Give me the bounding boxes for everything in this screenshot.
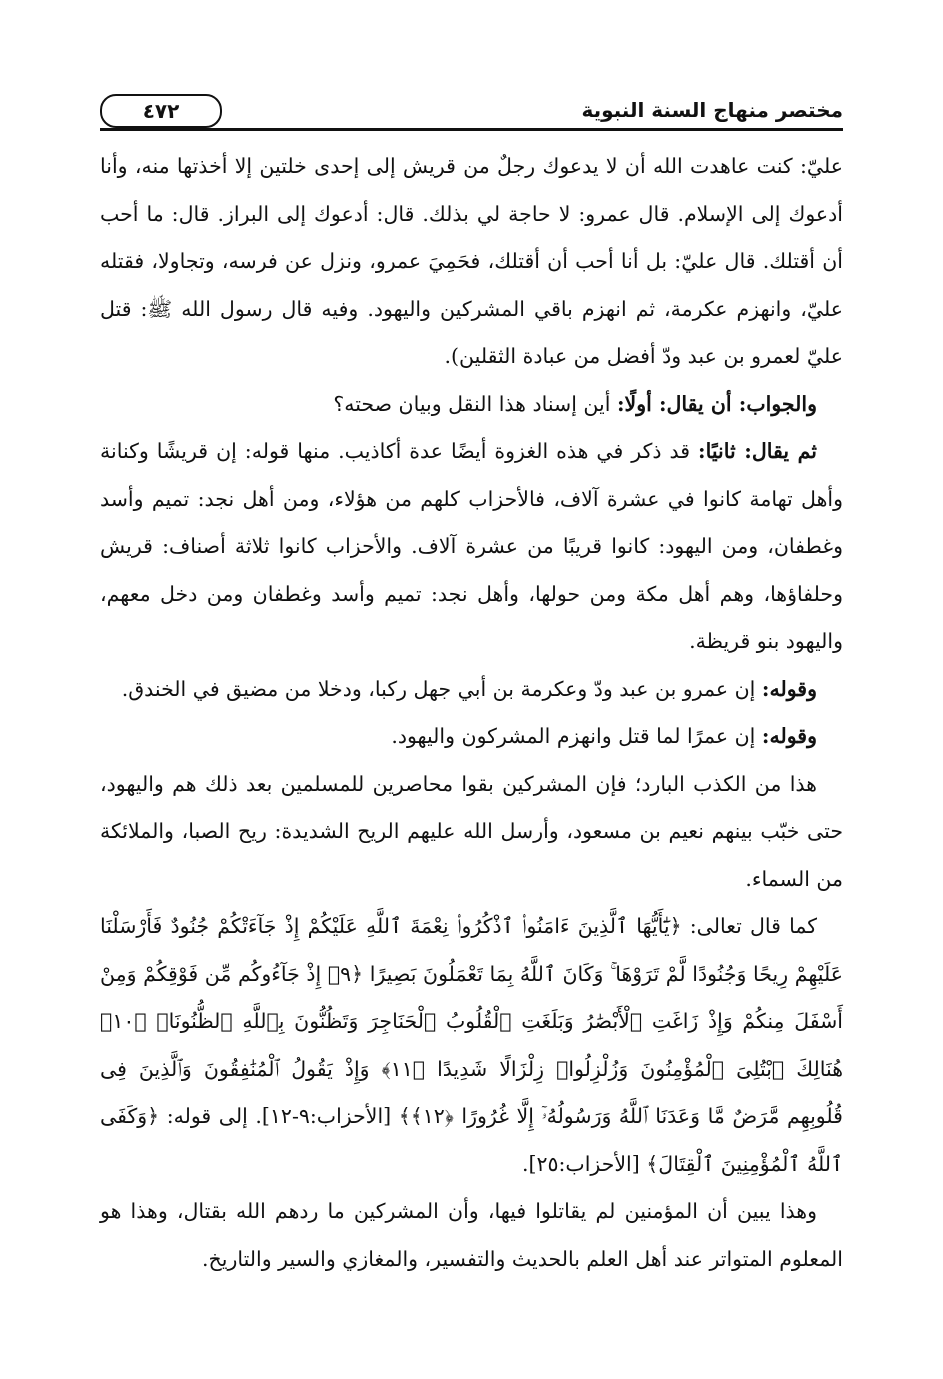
paragraph-6: هذا من الكذب البارد؛ فإن المشركين بقوا محاصرين للمسلمين بعد ذلك هم واليهود، حتى خبّب بينهم نعيم بن مسعود، وأرسل الله عليهم الريح الشديدة: ريح الصبا، والملائكة من السماء. (100, 771, 843, 891)
page-header (100, 90, 843, 130)
verse-intro: كما قال تعالى: (689, 914, 817, 938)
paragraph-1: عليّ: كنت عاهدت الله أن لا يدعوك رجلٌ من قريش إلى إحدى خلتين إلا أخذتها منه، وأنا أدعوك إلى الإسلام. قال عمرو: لا حاجة لي بذلك. قال: أدعوك إلى البراز. قال: ما أحب أن أقتلك. قال عليّ: بل أنا أحب أن أقتلك، فحَمِيَ عمرو، ونزل عن فرسه، وتجاولا، فقتله عليّ، وانهزم عكرمة، ثم انهزم باقي المشركين واليهود. وفيه قال رسول الله ﷺ: قتل عليّ لعمرو بن عبد ودّ أفضل من عبادة الثقلين). (100, 154, 843, 368)
running-title: مختصر منهاج السنة النبوية (581, 98, 843, 122)
paragraph-2-lead: والجواب: أن يقال: أولًا: (616, 391, 817, 416)
quran-verse-ahzab-25: ﴿وَكَفَى ٱللَّهُ ٱلْمُؤْمِنِينَ ٱلْقِتَالَ﴾ (100, 1104, 843, 1176)
quran-verse-ahzab-9-12: ﴿يَٰٓأَيُّهَا ٱلَّذِينَ ءَامَنُوا۟ ٱذْكُرُوا۟ نِعْمَةَ ٱللَّهِ عَلَيْكُمْ إِذْ جَآءَتْكُمْ جُنُودٌ فَأَرْسَلْنَا عَلَيْهِمْ رِيحًا وَجُنُودًا لَّمْ تَرَوْهَا ۚ وَكَانَ ٱللَّهُ بِمَا تَعْمَلُونَ بَصِيرًا ﴿٩﴾ إِذْ جَآءُوكُم مِّن فَوْقِكُمْ وَمِنْ أَسْفَلَ مِنكُمْ وَإِذْ زَاغَتِ ٱلْأَبْصَٰرُ وَبَلَغَتِ ٱلْقُلُوبُ ٱلْحَنَاجِرَ وَتَظُنُّونَ بِٱللَّهِ ٱلظُّنُونَا۠ ﴿١٠﴾ هُنَالِكَ ٱبْتُلِىَ ٱلْمُؤْمِنُونَ وَزُلْزِلُوا۟ زِلْزَالًا شَدِيدًا ﴿١١﴾ وَإِذْ يَقُولُ ٱلْمُنَٰفِقُونَ وَٱلَّذِينَ فِى قُلُوبِهِم مَّرَضٌ مَّا وَعَدَنَا ٱللَّهُ وَرَسُولُهُۥٓ إِلَّا غُرُورًا ﴿١٢﴾﴾ (100, 914, 844, 1128)
paragraph-4 (100, 666, 843, 714)
verse-continuation: إلى قوله: (166, 1104, 248, 1128)
paragraph-3 (100, 428, 843, 666)
paragraph-7 (100, 903, 843, 1188)
paragraph-3-lead: ثم يقال: ثانيًا: (698, 439, 817, 463)
paragraph-4-text: إن عمرو بن عبد ودّ وعكرمة بن أبي جهل ركبا، ودخلا من مضيق في الخندق. (121, 676, 756, 701)
header-rule (100, 128, 843, 131)
verse-reference-1: [الأحزاب:٩-١٢]. (255, 1104, 392, 1128)
paragraph-5 (100, 713, 843, 761)
page-body (100, 143, 843, 1283)
verse-reference-2: [الأحزاب:٢٥]. (521, 1151, 640, 1176)
paragraph-5-lead: وقوله: (761, 724, 817, 748)
page-number: ٤٧٢ (100, 94, 222, 128)
paragraph-2 (100, 381, 843, 429)
paragraph-8: وهذا يبين أن المؤمنين لم يقاتلوا فيها، وأن المشركين ما ردهم الله بقتال، وهذا هو المعلوم المتواتر عند أهل العلم بالحديث والتفسير، والمغازي والسير والتاريخ. (100, 1199, 843, 1271)
paragraph-3-text: قد ذكر في هذه الغزوة أيضًا عدة أكاذيب. منها قوله: إن قريشًا وكنانة وأهل تهامة كانوا في عشرة آلاف، فالأحزاب كلهم من هؤلاء، ومن أهل نجد: تميم وأسد وغطفان، ومن اليهود: كانوا قريبًا من عشرة آلاف. والأحزاب كانوا ثلاثة أصناف: قريش وحلفاؤها، وهم أهل مكة ومن حولها، وأهل نجد: تميم وأسد وغطفان ومن دخل معهم، واليهود بنو قريظة. (100, 439, 843, 653)
paragraph-4-lead: وقوله: (761, 676, 817, 701)
paragraph-2-text: أين إسناد هذا النقل وبيان صحته؟ (333, 391, 611, 416)
paragraph-5-text: إن عمرًا لما قتل وانهزم المشركون واليهود. (391, 724, 756, 748)
